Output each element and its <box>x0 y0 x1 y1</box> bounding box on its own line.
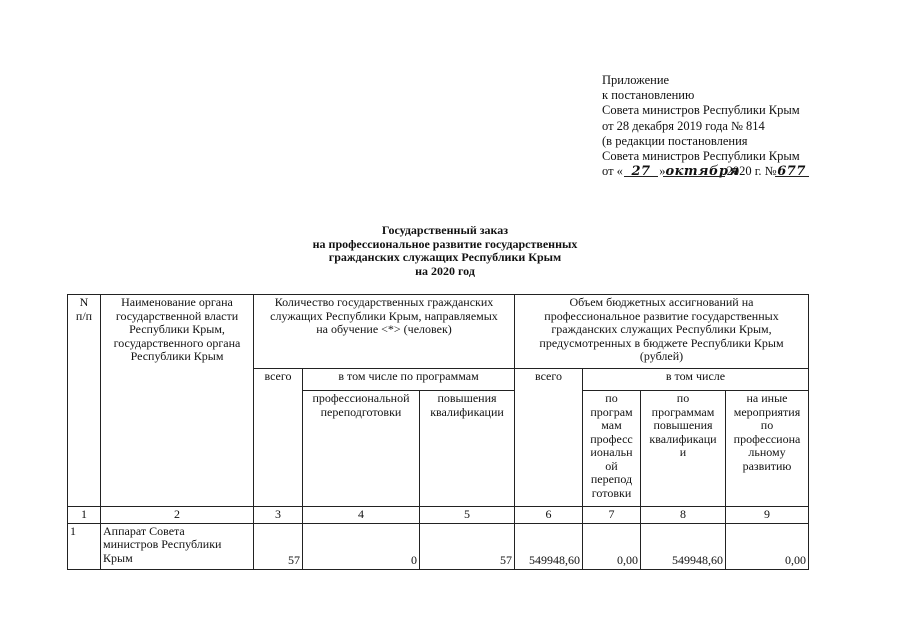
handwritten-number: 677 <box>777 164 806 180</box>
header-prog-retraining: по програм мам професс иональн ой перепод готовки <box>583 391 641 507</box>
column-number: 3 <box>254 507 303 524</box>
column-number: 6 <box>515 507 583 524</box>
annex-line: Приложение <box>602 73 670 87</box>
row-budget-total: 549948,60 <box>515 523 583 569</box>
annex-date-prefix: от « <box>602 164 623 179</box>
annex-year-text: 2020 г. № <box>726 164 777 179</box>
header-count: Количество государственных гражданских служащих Республики Крым, направляемых на обучение <*> (человек) <box>254 295 515 369</box>
row-retraining: 0 <box>303 523 420 569</box>
column-number: 5 <box>420 507 515 524</box>
column-number: 7 <box>583 507 641 524</box>
column-number: 2 <box>101 507 254 524</box>
column-number: 4 <box>303 507 420 524</box>
row-qualification: 57 <box>420 523 515 569</box>
title-line: гражданских служащих Республики Крым <box>328 250 562 264</box>
row-budget-retraining: 0,00 <box>583 523 641 569</box>
annex-line: Совета министров Республики Крым <box>602 149 800 164</box>
column-number: 1 <box>68 507 101 524</box>
row-budget-qualification: 549948,60 <box>641 523 726 569</box>
title-line: на профессиональное развитие государственных <box>312 236 578 251</box>
header-retraining: профессиональной переподготовки <box>303 391 420 507</box>
column-number: 8 <box>641 507 726 524</box>
header-prog-qualification: по программам повышения квалификаци и <box>641 391 726 507</box>
annex-date-sep: » <box>659 164 666 179</box>
row-total: 57 <box>254 523 303 569</box>
header-other-events: на иные мероприятия по профессиона льному развитию <box>726 391 809 507</box>
header-qualification: повышения квалификации <box>420 391 515 507</box>
annex-line: Совета министров Республики Крым <box>602 103 800 118</box>
row-budget-other: 0,00 <box>726 523 809 569</box>
annex-block <box>602 73 862 179</box>
header-including: в том числе <box>583 369 809 391</box>
annex-line: (в редакции постановления <box>602 133 748 148</box>
annex-line: к постановлению <box>602 88 695 103</box>
row-org: Аппарат Совета министров Республики Крым <box>101 523 254 569</box>
header-budget-total: всего <box>515 369 583 507</box>
title-line: Государственный заказ <box>381 223 509 237</box>
state-order-table <box>67 294 809 570</box>
header-by-programs: в том числе по программам <box>303 369 515 391</box>
annex-date-line <box>602 164 862 179</box>
header-budget: Объем бюджетных ассигнований на профессиональное развитие государственных гражданских служащих Республики Крым, предусмотренных в бюджете Республики Крым (рублей) <box>515 295 809 369</box>
header-total: всего <box>254 369 303 507</box>
document-title <box>240 224 650 278</box>
title-line: на 2020 год <box>415 263 475 278</box>
column-number-row <box>68 507 809 524</box>
column-number: 9 <box>726 507 809 524</box>
handwritten-month: октября <box>665 164 740 180</box>
header-org: Наименование органа государственной власти Республики Крым, государственного органа Республики Крым <box>101 295 254 507</box>
row-num: 1 <box>68 523 101 569</box>
annex-line: от 28 декабря 2019 года № 814 <box>602 118 765 133</box>
table-row <box>68 523 809 569</box>
handwritten-day: 27 <box>626 164 656 179</box>
header-num: N п/п <box>68 295 101 507</box>
